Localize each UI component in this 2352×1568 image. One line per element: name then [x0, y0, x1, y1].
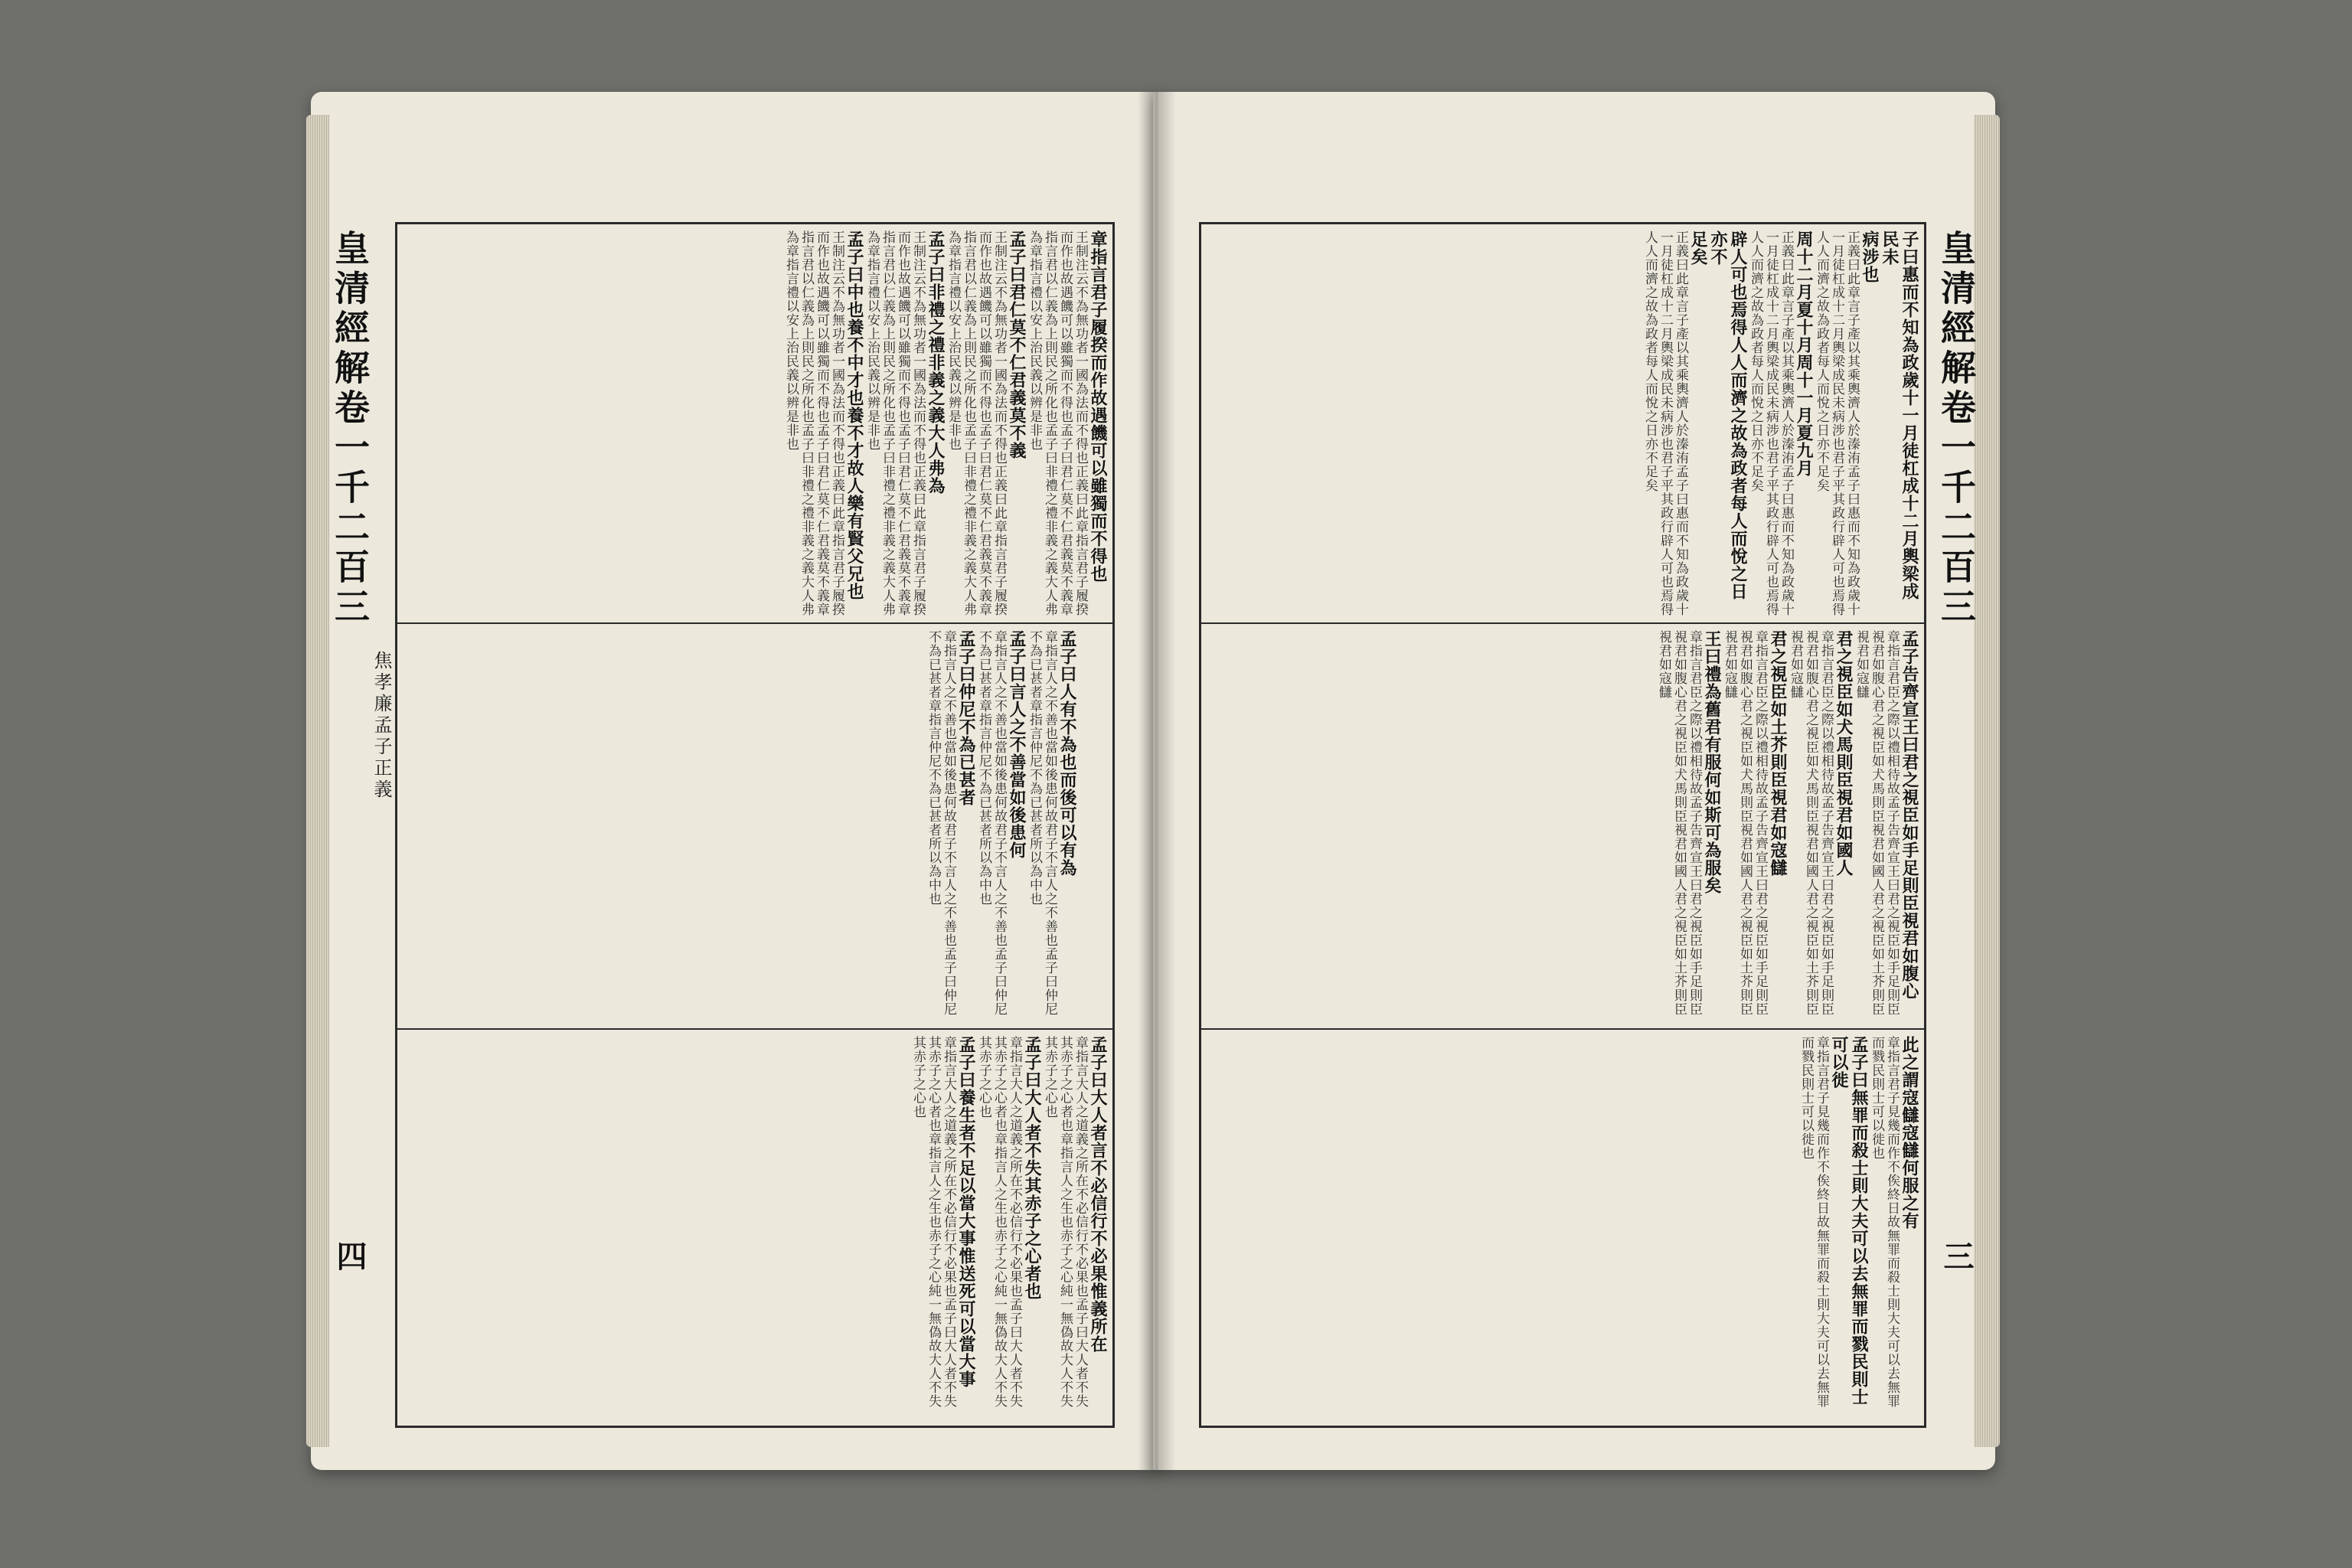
- right-folio: 三: [1939, 1240, 1975, 1271]
- left-divider-1: [397, 622, 1112, 624]
- commentary: 章指言大人之道義之所在不必信行不必果也孟子曰大人者不失其赤子之心者也章指言人之生也赤子之心純一無偽故大人不失其赤子之心也: [976, 1036, 1022, 1408]
- right-upper-block: [1207, 230, 1919, 617]
- commentary: 章指言君臣之際以禮相待故孟子告齊宣王曰君之視臣如手足則臣視君如腹心君之視臣如犬馬則臣視君如國人君之視臣如土芥則臣視君如寇讎: [1656, 630, 1702, 1016]
- commentary: 章指言人之不善也當如後患何故君子不言人之不善也孟子曰仲尼不為已甚者章指言仲尼不為已甚者所以為中也: [976, 630, 1007, 1016]
- commentary: 章指言君子見幾而作不俟終日故無罪而殺士則大夫可以去無罪而戮民則士可以徙也: [1869, 1036, 1900, 1408]
- text-line-strong: 君之視臣如犬馬則臣視君如國人: [1834, 630, 1854, 877]
- text-line-strong: 孟子告齊宣王曰君之視臣如手足則臣視君如腹心: [1900, 630, 1919, 1000]
- text-line-strong: 子曰惠而不知為政歲十一月徒杠成十二月輿梁成民未: [1880, 230, 1919, 600]
- text-line-strong: 孟子曰君仁莫不仁君義莫不義: [1007, 230, 1027, 459]
- commentary: 章指言大人之道義之所在不必信行不必果也孟子曰大人者不失其赤子之心者也章指言人之生也赤子之心純一無偽故大人不失其赤子之心也: [1042, 1036, 1088, 1408]
- text-line-strong: 孟子曰大人者言不必信行不必果惟義所在: [1088, 1036, 1108, 1353]
- text-line-strong: 孟子曰大人者不失其赤子之心者也: [1022, 1036, 1042, 1300]
- left-text-frame: [395, 222, 1115, 1428]
- text-line-strong: 孟子曰無罪而殺士則大夫可以去無罪而戮民則士可以徙: [1829, 1036, 1869, 1406]
- commentary: 章指言人之不善也當如後患何故君子不言人之不善也孟子曰仲尼不為已甚者章指言仲尼不為已甚者所以為中也: [926, 630, 956, 1016]
- right-divider-2: [1201, 1028, 1924, 1030]
- left-folio: 四: [332, 1240, 368, 1271]
- left-upper-block: [403, 230, 1108, 617]
- text-line-strong: 病涉也: [1860, 230, 1880, 283]
- text-line-strong: 王曰禮為舊君有服何如斯可為服矣: [1702, 630, 1722, 894]
- right-text-frame: [1199, 222, 1926, 1428]
- commentary: 章指言人之不善也當如後患何故君子不言人之不善也孟子曰仲尼不為已甚者章指言仲尼不為已甚者所以為中也: [1027, 630, 1057, 1016]
- right-running-title: [1931, 230, 1981, 628]
- commentary: 正義曰此章言子產以其乘輿濟人於溱洧孟子曰惠而不知為政歲十一月徒杠成十二月輿梁成民未病涉也君子平其政行辟人可也焉得人人而濟之故為政者每人而悅之日亦不足矣: [1748, 230, 1794, 616]
- left-page-caption: 焦孝廉孟子正義: [371, 651, 392, 801]
- text-line-strong: 辟人可也焉得人人而濟之故為政者每人而悅之日亦不: [1708, 230, 1748, 600]
- commentary: 正義曰此章言子產以其乘輿濟人於溱洧孟子曰惠而不知為政歲十一月徒杠成十二月輿梁成民未病涉也君子平其政行辟人可也焉得人人而濟之故為政者每人而悅之日亦不足矣: [1814, 230, 1860, 616]
- commentary: 章指言君臣之際以禮相待故孟子告齊宣王曰君之視臣如手足則臣視君如腹心君之視臣如犬馬則臣視君如國人君之視臣如土芥則臣視君如寇讎: [1854, 630, 1900, 1016]
- text-line-strong: 孟子曰人有不為也而後可以有為: [1057, 630, 1077, 877]
- text-line-strong: 周十二月夏十月周十一月夏九月: [1794, 230, 1814, 477]
- open-book: [303, 92, 2003, 1470]
- commentary: 章指言君臣之際以禮相待故孟子告齊宣王曰君之視臣如手足則臣視君如腹心君之視臣如犬馬則臣視君如國人君之視臣如土芥則臣視君如寇讎: [1788, 630, 1834, 1016]
- text-line-strong: 足矣: [1688, 230, 1708, 266]
- right-lower-block: [1207, 1036, 1919, 1419]
- book-gutter: [1138, 92, 1176, 1470]
- left-divider-2: [397, 1028, 1112, 1030]
- text-line-strong: 孟子曰非禮之禮非義之義大人弗為: [926, 230, 946, 495]
- commentary: 王制注云不為無功者一國為法而不得也正義曰此章指言君子履揆而作也故遇饑可以雖獨而不得也孟子曰君仁莫不仁君義莫不義章指言君以仁義為上則民之所化也孟子曰非禮之禮非義之義大人弗為章指言禮以安上治民義以辨是非也: [946, 230, 1007, 616]
- right-volume-text: 卷一千二百三: [1936, 389, 1977, 628]
- commentary: 章指言大人之道義之所在不必信行不必果也孟子曰大人者不失其赤子之心者也章指言人之生也赤子之心純一無偽故大人不失其赤子之心也: [910, 1036, 956, 1408]
- commentary: 王制注云不為無功者一國為法而不得也正義曰此章指言君子履揆而作也故遇饑可以雖獨而不得也孟子曰君仁莫不仁君義莫不義章指言君以仁義為上則民之所化也孟子曰非禮之禮非義之義大人弗為章指言禮以安上治民義以辨是非也: [864, 230, 926, 616]
- text-line-strong: 孟子曰養生者不足以當大事惟送死可以當大事: [956, 1036, 976, 1388]
- left-lower-block: [403, 1036, 1108, 1419]
- left-running-title: [325, 230, 375, 628]
- right-middle-block: [1207, 630, 1919, 1021]
- text-line-strong: 章指言君子履揆而作故遇饑可以雖獨而不得也: [1088, 230, 1108, 583]
- left-volume-text: 卷一千二百三: [329, 389, 371, 628]
- text-line-strong: 孟子曰仲尼不為已甚者: [956, 630, 976, 806]
- commentary: 章指言君子見幾而作不俟終日故無罪而殺士則大夫可以去無罪而戮民則士可以徙也: [1798, 1036, 1829, 1408]
- left-title-text: 皇清經解: [329, 230, 371, 389]
- text-line-strong: 孟子曰中也養不中才也養不才故人樂有賢父兄也: [844, 230, 864, 600]
- text-line-strong: 此之謂寇讎寇讎何服之有: [1900, 1036, 1919, 1230]
- commentary: 正義曰此章言子產以其乘輿濟人於溱洧孟子曰惠而不知為政歲十一月徒杠成十二月輿梁成民未病涉也君子平其政行辟人可也焉得人人而濟之故為政者每人而悅之日亦不足矣: [1642, 230, 1688, 616]
- left-middle-block: [403, 630, 1077, 1021]
- right-title-text: 皇清經解: [1936, 230, 1977, 389]
- commentary: 章指言君臣之際以禮相待故孟子告齊宣王曰君之視臣如手足則臣視君如腹心君之視臣如犬馬則臣視君如國人君之視臣如土芥則臣視君如寇讎: [1722, 630, 1768, 1016]
- right-divider-1: [1201, 622, 1924, 624]
- commentary: 王制注云不為無功者一國為法而不得也正義曰此章指言君子履揆而作也故遇饑可以雖獨而不得也孟子曰君仁莫不仁君義莫不義章指言君以仁義為上則民之所化也孟子曰非禮之禮非義之義大人弗為章指言禮以安上治民義以辨是非也: [1027, 230, 1088, 616]
- commentary: 王制注云不為無功者一國為法而不得也正義曰此章指言君子履揆而作也故遇饑可以雖獨而不得也孟子曰君仁莫不仁君義莫不義章指言君以仁義為上則民之所化也孟子曰非禮之禮非義之義大人弗為章指言禮以安上治民義以辨是非也: [783, 230, 844, 616]
- text-line-strong: 孟子曰言人之不善當如後患何: [1007, 630, 1027, 859]
- text-line-strong: 君之視臣如土芥則臣視君如寇讎: [1768, 630, 1788, 877]
- left-page: [311, 92, 1161, 1470]
